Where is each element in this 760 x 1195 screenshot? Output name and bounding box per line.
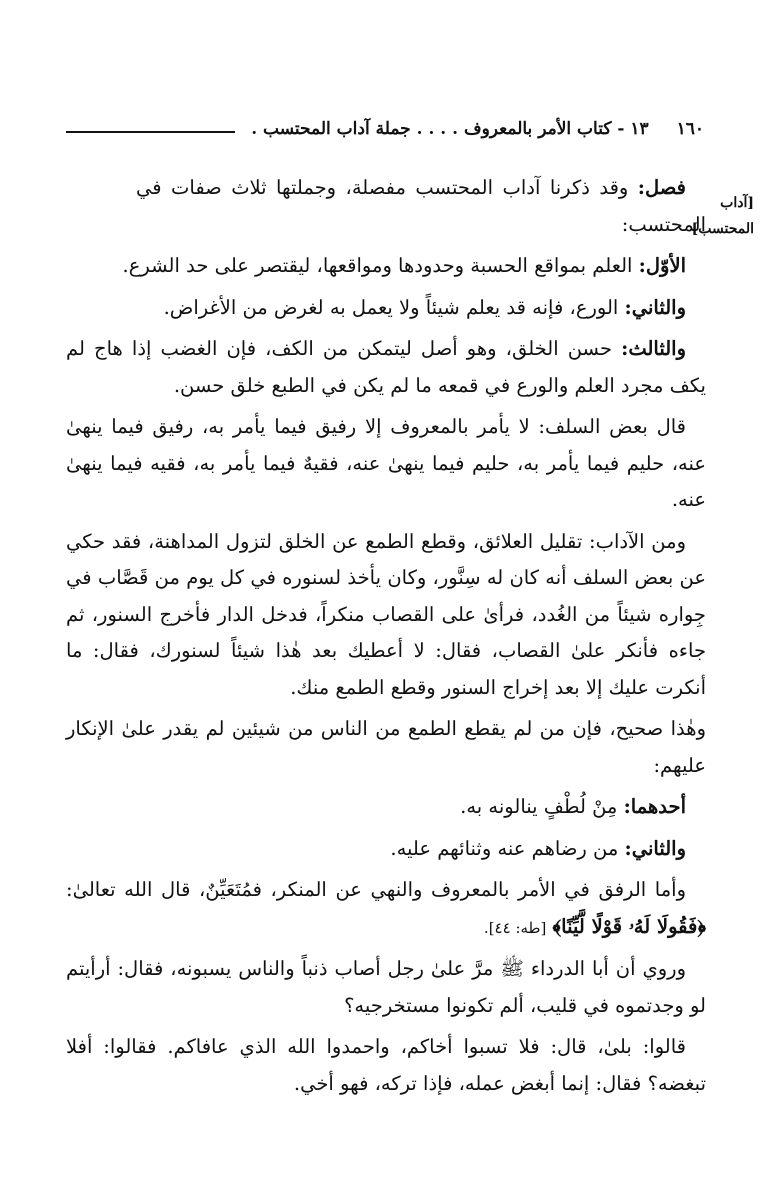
paragraph-3 (66, 290, 706, 327)
paragraph-2 (66, 248, 706, 285)
paragraph-5 (66, 409, 706, 519)
paragraph-text: قال بعض السلف: لا يأمر بالمعروف إلا رفيق فيما يأمر به، رفيق فيما ينهىٰ عنه، حليم فيما يأمر به، حليم فيما ينهىٰ عنه، فقيهٌ فيما يأمر به، فقيه فيما ينهىٰ عنه. (66, 415, 706, 511)
paragraph-label: والثاني: (624, 836, 686, 860)
paragraph-text: حسن الخلق، وهو أصل ليتمكن من الكف، فإن الغضب إذا هاج لم يكف مجرد العلم والورع في قمعه ما لم يكن في الطبع خلق حسن. (66, 337, 706, 397)
paragraph-10 (66, 872, 706, 946)
paragraph-7 (66, 711, 706, 784)
paragraph-1 (66, 170, 706, 243)
paragraph-6 (66, 524, 706, 707)
paragraph-text: ومن الآداب: تقليل العلائق، وقطع الطمع عن الخلق لتزول المداهنة، فقد حكي عن بعض السلف أنه كان له سِنَّور، وكان يأخذ لسنوره في كل يوم من قَصَّاب في جِواره شيئاً من الغُدد، فرأىٰ على القصاب منكراً، فدخل الدار فأخرج السنور، ثم جاءه فأنكر علىٰ القصاب، فقال: لا أعطيك بعد هٰذا شيئاً لسنورك، فقال: ما أنكرت عليك إلا بعد إخراج السنور وقطع الطمع منك. (66, 529, 706, 699)
page-header (66, 116, 704, 142)
page-body (66, 170, 706, 1107)
paragraph-text: الورع، فإنه قد يعلم شيئاً ولا يعمل به لغرض من الأغراض. (163, 295, 619, 319)
paragraph-8 (66, 789, 706, 826)
paragraph-text: قالوا: بلىٰ، قال: فلا تسبوا أخاكم، واحمدوا الله الذي عافاكم. فقالوا: أفلا تبغضه؟ فقال: إنما أبغض عمله، فإذا تركه، فهو أخي. (66, 1035, 706, 1095)
paragraph-text: وروي أن أبا الدرداء ﷺ مرَّ علىٰ رجل أصاب ذنباً والناس يسبونه، فقال: أرأيتم لو وجدتموه في قليب، ألم تكونوا مستخرجيه؟ (66, 957, 706, 1017)
running-title: ١٣ - كتاب الأمر بالمعروف . . . . جملة آداب المحتسب . (251, 119, 649, 139)
paragraph-text: وأما الرفق في الأمر بالمعروف والنهي عن المنكر، فمُتَعَيِّنٌ، قال الله تعالىٰ: (66, 878, 686, 901)
paragraph-text: وقد ذكرنا آداب المحتسب مفصلة، وجملتها ثلاث صفات في المحتسب: (136, 176, 706, 236)
paragraph-4 (66, 331, 706, 404)
paragraph-text: وهٰذا صحيح، فإن من لم يقطع الطمع من الناس من شيئين لم يقدر علىٰ الإنكار عليهم: (66, 717, 706, 777)
paragraph-11 (66, 951, 706, 1024)
margin-note-line-2: المحتسب] (691, 221, 754, 237)
paragraph-label: الأوّل: (638, 254, 686, 277)
header-rule (66, 131, 235, 133)
page-number: ١٦٠ (676, 119, 704, 139)
paragraph-9 (66, 831, 706, 868)
paragraph-label: والثالث: (621, 337, 687, 360)
paragraph-label: أحدهما: (623, 795, 686, 818)
paragraph-text: العلم بمواقع الحسبة وحدودها ومواقعها، ليقتصر على حد الشرع. (122, 254, 633, 277)
paragraph-12 (66, 1029, 706, 1102)
paragraph-label: والثاني: (624, 295, 686, 319)
paragraph-text: مِنْ لُطْفٍ ينالونه به. (460, 795, 618, 818)
paragraph-label: فصل: (637, 176, 686, 199)
paragraph-text: من رضاهم عنه وثنائهم عليه. (390, 836, 619, 860)
quran-verse: ﴿فَقُولَا لَهُۥ قَوْلًا لَّيِّنًا﴾ (552, 914, 706, 938)
verse-reference: [طه: ٤٤]. (483, 918, 547, 937)
margin-note-line-1: [آداب (720, 195, 754, 211)
